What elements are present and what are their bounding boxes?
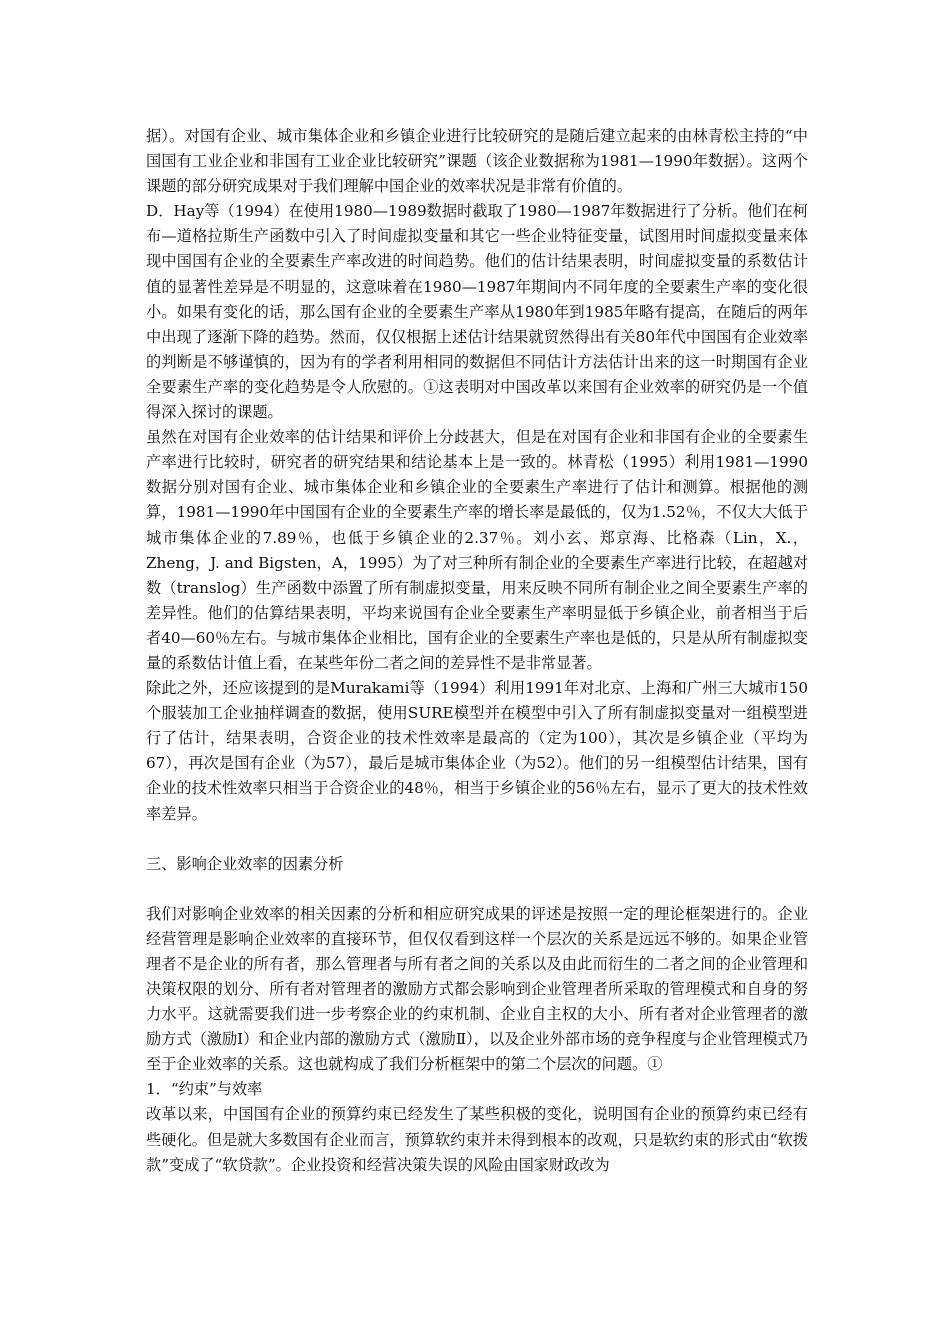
paragraph-hay-study: D．Hay等（1994）在使用1980—1989数据时截取了1980—1987年数据进行了分析。他们在柯布—道格拉斯生产函数中引入了时间虚拟变量和其它一些企业特征变量，试图用时间虚拟变量来体现中国国有企业的全要素生产率改进的时间趋势。他们的估计结果表明，时间虚拟变量的系数估计值的显著性差异是不明显的，这意味着在1980—1987年期间内不同年度的全要素生产率的变化很小。如果有变化的话，那么国有企业的全要素生产率从1980年到1985年略有提高，在随后的两年中出现了逐渐下降的趋势。然而，仅仅根据上述估计结果就贸然得出有关80年代中国国有企业效率的判断是不够谨慎的，因为有的学者利用相同的数据但不同估计方法估计出来的这一时期国有企业全要素生产率的变化趋势是令人欣慰的。①这表明对中国改革以来国有企业效率的研究仍是一个值得深入探讨的课题。 [146, 202, 808, 422]
blank-line [146, 827, 808, 852]
paragraph-murakami-study: 除此之外，还应该提到的是Murakami等（1994）利用1991年对北京、上海和广州三大城市150个服装加工企业抽样调查的数据，使用SURE模型并在模型中引入了所有制虚拟变量对一组模型进行了估计，结果表明，合资企业的技术性效率是最高的（定为100），其次是乡镇企业（平均为67），再次是国有企业（为57），最后是城市集体企业（为52）。他们的另一组模型估计结果，国有企业的技术性效率只相当于合资企业的48％，相当于乡镇企业的56％左右，显示了更大的技术性效率差异。 [146, 679, 808, 823]
subheading-constraint-efficiency: 1．“约束”与效率 [146, 1080, 263, 1099]
document-page [146, 124, 808, 1178]
paragraph-survey-intro: 据）。对国有企业、城市集体企业和乡镇企业进行比较研究的是随后建立起来的由林青松主持的“中国国有工业企业和非国有工业企业比较研究”课题（该企业数据称为1981—1990年数据）。这两个课题的部分研究成果对于我们理解中国企业的效率状况是非常有价值的。 [146, 127, 808, 196]
section-heading: 三、影响企业效率的因素分析 [146, 854, 344, 873]
paragraph-budget-constraint: 改革以来，中国国有企业的预算约束已经发生了某些积极的变化，说明国有企业的预算约束已经有些硬化。但是就大多数国有企业而言，预算软约束并未得到根本的改观，只是软约束的形式由“软拨款”变成了“软贷款”。企业投资和经营决策失误的风险由国家财政改为 [146, 1105, 808, 1174]
paragraph-analysis-framework: 我们对影响企业效率的相关因素的分析和相应研究成果的评述是按照一定的理论框架进行的。企业经营管理是影响企业效率的直接环节，但仅仅看到这样一个层次的关系是远远不够的。如果企业管理者不是企业的所有者，那么管理者与所有者之间的关系以及由此而衍生的二者之间的企业管理和决策权限的划分、所有者对管理者的激励方式都会影响到企业管理者所采取的管理模式和自身的努力水平。这就需要我们进一步考察企业的约束机制、企业自主权的大小、所有者对企业管理者的激励方式（激励Ⅰ）和企业内部的激励方式（激励Ⅱ），以及企业外部市场的竞争程度与企业管理模式乃至于企业效率的关系。这也就构成了我们分析框架中的第二个层次的问题。① [146, 904, 808, 1074]
blank-line [146, 877, 808, 902]
paragraph-tfp-comparison: 虽然在对国有企业效率的估计结果和评价上分歧甚大，但是在对国有企业和非国有企业的全要素生产率进行比较时，研究者的研究结果和结论基本上是一致的。林青松（1995）利用1981—1990数据分别对国有企业、城市集体企业和乡镇企业的全要素生产率进行了估计和测算。根据他的测算，1981—1990年中国国有企业的全要素生产率的增长率是最低的，仅为1.52％，不仅大大低于城市集体企业的7.89％，也低于乡镇企业的2.37％。刘小玄、郑京海、比格森（Lin，X.，Zheng，J. and Bigsten，A，1995）为了对三种所有制企业的全要素生产率进行比较，在超越对数（translog）生产函数中添置了所有制虚拟变量，用来反映不同所有制企业之间全要素生产率的差异性。他们的估算结果表明，平均来说国有企业全要素生产率明显低于乡镇企业，前者相当于后者40—60％左右。与城市集体企业相比，国有企业的全要素生产率也是低的，只是从所有制虚拟变量的系数估计值上看，在某些年份二者之间的差异性不是非常显著。 [146, 428, 808, 672]
